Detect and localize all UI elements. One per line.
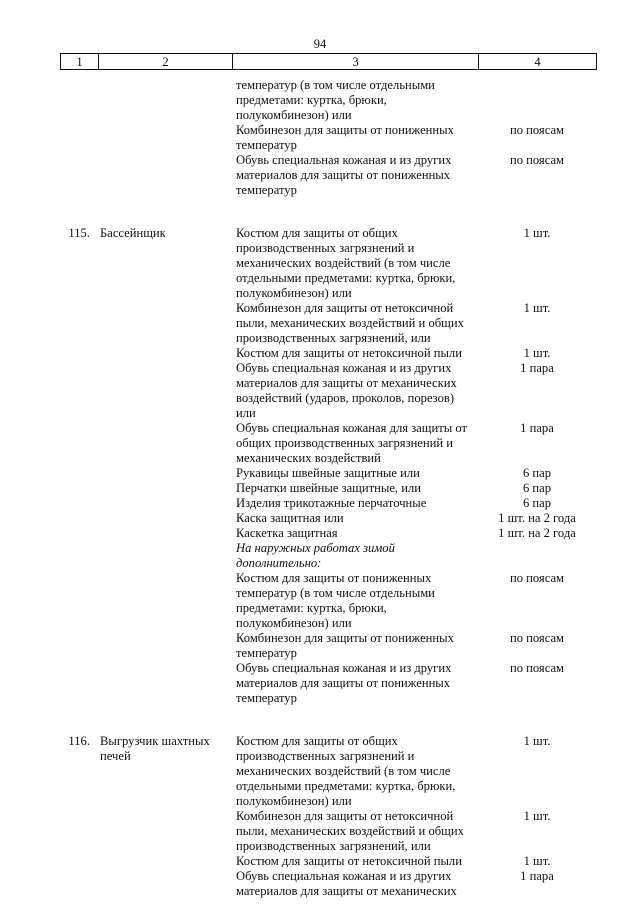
item-row: [60, 301, 596, 346]
item-description: [232, 481, 478, 496]
item-line: механических воздействий: [236, 451, 381, 465]
column-header-1: 1: [61, 54, 99, 70]
item-row: [60, 346, 596, 361]
item-line: пыли, механических воздействий и общих: [236, 316, 464, 330]
item-description: [232, 661, 478, 706]
item-line: отдельными предметами: куртка, брюки,: [236, 779, 456, 793]
item-line: Костюм для защиты от пониженных: [236, 571, 432, 585]
item-line: Рукавицы швейные защитные или: [236, 466, 420, 480]
item-row: [60, 809, 596, 854]
item-description: [232, 854, 478, 869]
item-description: [232, 226, 478, 301]
item-description: [232, 496, 478, 511]
item-line: пыли, механических воздействий и общих: [236, 824, 464, 838]
item-quantity: по поясам: [509, 153, 565, 167]
item-line: температур (в том числе отдельными: [236, 586, 435, 600]
entry-number: 115.: [68, 226, 90, 240]
item-line: температур: [236, 138, 297, 152]
item-line: Костюм для защиты от нетоксичной пыли: [236, 346, 462, 360]
item-line: полукомбинезон) или: [236, 616, 352, 630]
item-description: [232, 123, 478, 153]
item-line: температур: [236, 691, 297, 705]
profession-name: [98, 226, 232, 241]
item-quantity: 6 пар: [522, 466, 552, 480]
item-line: производственных загрязнений и: [236, 749, 415, 763]
item-line: производственных загрязнений, или: [236, 331, 431, 345]
item-line: температур (в том числе отдельными: [236, 78, 435, 92]
item-description: [232, 734, 478, 809]
item-line: температур: [236, 646, 297, 660]
item-line: механических воздействий (в том числе: [236, 256, 451, 270]
item-row: [60, 421, 596, 466]
item-line: Каскетка защитная: [236, 526, 338, 540]
item-description: [232, 511, 478, 526]
entry-115: [60, 226, 596, 706]
item-line: материалов для защиты от механических: [236, 884, 457, 898]
page-number: 94: [313, 37, 327, 51]
note-line: дополнительно:: [236, 556, 322, 570]
item-quantity: 1 шт. на 2 года: [498, 511, 576, 525]
item-quantity: 1 шт. на 2 года: [498, 526, 576, 540]
item-line: Костюм для защиты от общих: [236, 226, 398, 240]
item-quantity: 1 пара: [520, 421, 554, 435]
item-line: Комбинезон для защиты от нетоксичной: [236, 301, 454, 315]
item-line: Костюм для защиты от нетоксичной пыли: [236, 854, 462, 868]
profession-name: [98, 734, 232, 764]
item-quantity: по поясам: [509, 123, 565, 137]
item-line: температур: [236, 183, 297, 197]
item-description: [232, 153, 478, 198]
item-description: [232, 361, 478, 421]
item-description: [232, 78, 478, 123]
item-quantity: по поясам: [509, 571, 565, 585]
item-line: производственных загрязнений, или: [236, 839, 431, 853]
column-header-3: 3: [233, 54, 479, 70]
note-row: [60, 541, 596, 571]
note-text: [232, 541, 478, 571]
item-quantity: 1 шт.: [523, 301, 551, 315]
item-row: [60, 153, 596, 198]
column-header-4: 4: [479, 54, 597, 70]
item-quantity: 1 пара: [520, 869, 554, 883]
item-description: [232, 421, 478, 466]
item-quantity: 1 шт.: [523, 854, 551, 868]
item-line: Комбинезон для защиты от пониженных: [236, 123, 454, 137]
profession-name-line: Бассейнщик: [100, 226, 166, 240]
profession-name-line: печей: [100, 749, 131, 763]
item-line: предметами: куртка, брюки,: [236, 93, 387, 107]
item-quantity: 1 шт.: [523, 226, 551, 240]
item-line: материалов для защиты от пониженных: [236, 168, 451, 182]
item-line: Обувь специальная кожаная и из других: [236, 661, 452, 675]
item-line: или: [236, 406, 256, 420]
item-row: [60, 226, 596, 301]
item-line: полукомбинезон) или: [236, 108, 352, 122]
column-header-2: 2: [99, 54, 233, 70]
item-line: полукомбинезон) или: [236, 794, 352, 808]
continuation-block: [60, 78, 596, 198]
item-line: Обувь специальная кожаная для защиты от: [236, 421, 467, 435]
item-line: материалов для защиты от механических: [236, 376, 457, 390]
item-line: воздействий (ударов, проколов, порезов): [236, 391, 455, 405]
item-row: [60, 123, 596, 153]
table-body: [60, 78, 596, 899]
item-row: [60, 466, 596, 481]
item-quantity: 1 шт.: [523, 734, 551, 748]
item-row: [60, 661, 596, 706]
item-row: [60, 734, 596, 809]
item-row: [60, 511, 596, 526]
item-row: [60, 496, 596, 511]
item-line: Комбинезон для защиты от пониженных: [236, 631, 454, 645]
item-description: [232, 466, 478, 481]
item-quantity: 1 пара: [520, 361, 554, 375]
column-header-table: [60, 53, 597, 70]
item-row: [60, 854, 596, 869]
profession-name-line: Выгрузчик шахтных: [100, 734, 210, 748]
item-quantity: по поясам: [509, 631, 565, 645]
item-line: Каска защитная или: [236, 511, 344, 525]
item-quantity: 1 шт.: [523, 346, 551, 360]
item-row: [60, 78, 596, 123]
item-description: [232, 869, 478, 899]
item-line: Обувь специальная кожаная и из других: [236, 153, 452, 167]
item-line: полукомбинезон) или: [236, 286, 352, 300]
item-line: Обувь специальная кожаная и из других: [236, 869, 452, 883]
item-line: механических воздействий (в том числе: [236, 764, 451, 778]
item-quantity: по поясам: [509, 661, 565, 675]
item-description: [232, 346, 478, 361]
item-line: общих производственных загрязнений и: [236, 436, 454, 450]
item-quantity: 1 шт.: [523, 809, 551, 823]
item-line: производственных загрязнений и: [236, 241, 415, 255]
item-description: [232, 526, 478, 541]
item-line: Комбинезон для защиты от нетоксичной: [236, 809, 454, 823]
item-description: [232, 631, 478, 661]
item-description: [232, 301, 478, 346]
item-line: предметами: куртка, брюки,: [236, 601, 387, 615]
note-line: На наружных работах зимой: [236, 541, 395, 555]
item-description: [232, 809, 478, 854]
item-quantity: 6 пар: [522, 496, 552, 510]
item-row: [60, 869, 596, 899]
item-line: Изделия трикотажные перчаточные: [236, 496, 427, 510]
item-line: материалов для защиты от пониженных: [236, 676, 451, 690]
entry-number: 116.: [68, 734, 90, 748]
item-line: Обувь специальная кожаная и из других: [236, 361, 452, 375]
item-quantity: 6 пар: [522, 481, 552, 495]
item-line: отдельными предметами: куртка, брюки,: [236, 271, 456, 285]
item-line: Перчатки швейные защитные, или: [236, 481, 421, 495]
item-row: [60, 481, 596, 496]
item-row: [60, 571, 596, 631]
entry-116: [60, 734, 596, 899]
item-row: [60, 361, 596, 421]
item-row: [60, 526, 596, 541]
item-description: [232, 571, 478, 631]
item-line: Костюм для защиты от общих: [236, 734, 398, 748]
item-row: [60, 631, 596, 661]
